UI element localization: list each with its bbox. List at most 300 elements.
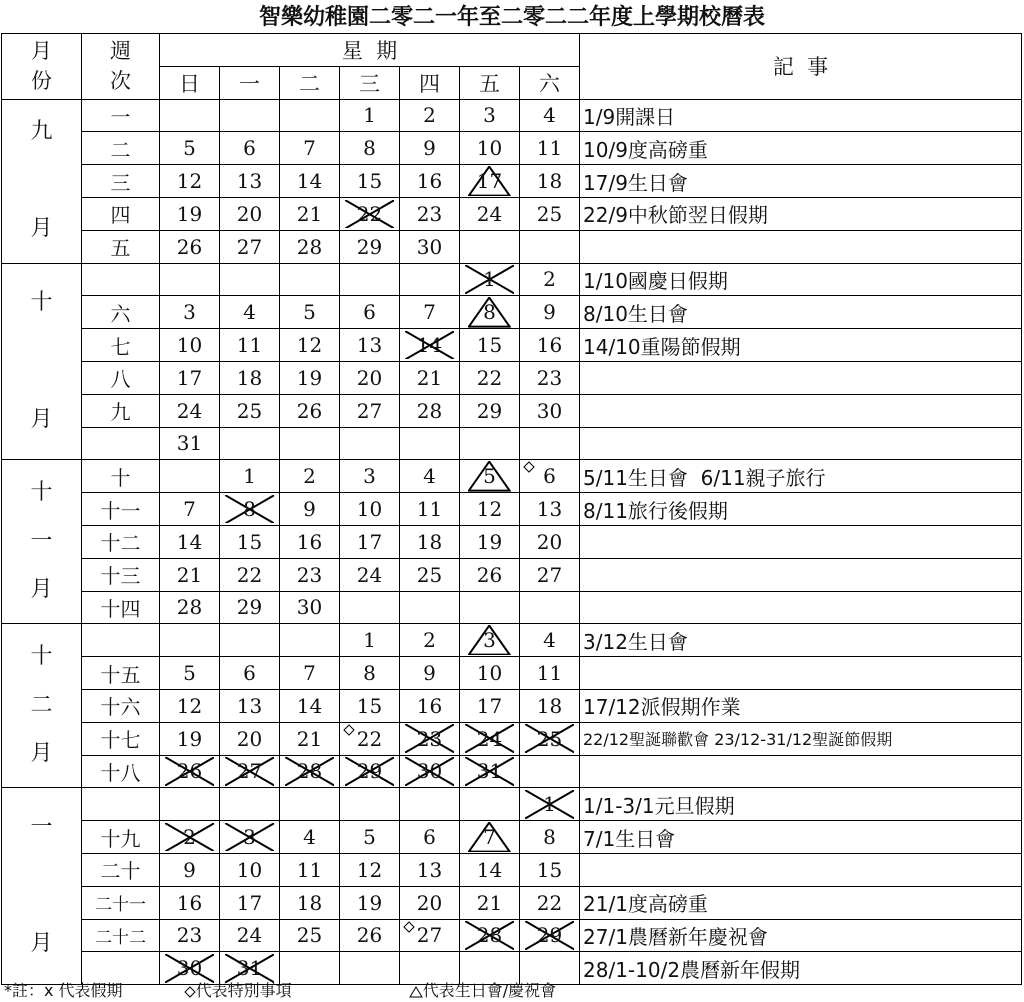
day-number: 23 xyxy=(536,365,563,390)
month-cell xyxy=(2,99,82,263)
day-cell xyxy=(220,230,280,263)
day-cell xyxy=(400,165,460,198)
day-cell xyxy=(340,296,400,329)
day-cell xyxy=(280,886,340,919)
day-number: 14 xyxy=(416,333,443,358)
day-number: 28 xyxy=(416,398,443,423)
day-cell xyxy=(400,230,460,263)
day-number: 16 xyxy=(416,693,443,718)
day-cell xyxy=(220,788,280,821)
memo-cell xyxy=(580,427,1022,460)
week-header xyxy=(82,34,160,100)
day-cell xyxy=(160,788,220,821)
day-cell xyxy=(220,525,280,558)
day-cell xyxy=(460,657,520,690)
day-number: 18 xyxy=(236,365,263,390)
day-cell xyxy=(460,558,520,591)
day-number: 28 xyxy=(176,595,203,620)
day-number: 22 xyxy=(476,365,503,390)
day-number: 20 xyxy=(236,726,263,751)
day-cell xyxy=(220,755,280,788)
day-number: 13 xyxy=(236,693,263,718)
day-cell xyxy=(220,886,280,919)
day-cell xyxy=(160,919,220,952)
day-number: 30 xyxy=(536,398,563,423)
day-number: 9 xyxy=(303,497,316,522)
calendar-week-row xyxy=(2,591,1022,624)
day-number: 28 xyxy=(296,759,323,784)
day-number: 13 xyxy=(536,497,563,522)
day-number: 22 xyxy=(356,201,383,226)
memo-cell xyxy=(580,525,1022,558)
day-number: 13 xyxy=(356,333,383,358)
day-number: 23 xyxy=(416,726,443,751)
day-number: 28 xyxy=(476,923,503,948)
day-number: 19 xyxy=(176,201,203,226)
day-number: 27 xyxy=(416,923,443,948)
week-number xyxy=(82,427,160,460)
memo-cell xyxy=(580,657,1022,690)
week-number: 二十一 xyxy=(82,886,160,919)
calendar-week-row xyxy=(2,361,1022,394)
day-number: 12 xyxy=(296,333,323,358)
day-cell xyxy=(520,722,580,755)
day-cell xyxy=(160,755,220,788)
day-cell xyxy=(400,132,460,165)
month-label: 十 一 月 xyxy=(30,480,53,603)
day-number: 29 xyxy=(536,923,563,948)
day-cell xyxy=(460,919,520,952)
day-cell xyxy=(460,886,520,919)
weekday-mon: 一 xyxy=(220,66,280,99)
day-number: 2 xyxy=(303,464,316,489)
day-cell xyxy=(280,132,340,165)
day-cell xyxy=(340,165,400,198)
day-number: 9 xyxy=(183,857,196,882)
day-cell xyxy=(340,427,400,460)
day-number: 27 xyxy=(536,562,563,587)
day-cell xyxy=(340,263,400,296)
day-cell xyxy=(460,230,520,263)
day-cell xyxy=(220,722,280,755)
calendar-week-row xyxy=(2,624,1022,657)
day-cell xyxy=(160,853,220,886)
day-cell xyxy=(340,394,400,427)
day-cell xyxy=(280,591,340,624)
day-cell xyxy=(220,493,280,526)
day-cell xyxy=(400,788,460,821)
day-cell xyxy=(460,525,520,558)
day-number: 21 xyxy=(296,201,323,226)
day-number: 19 xyxy=(296,365,323,390)
month-cell xyxy=(2,788,82,985)
day-number: 11 xyxy=(536,661,563,686)
day-cell xyxy=(520,394,580,427)
week-number: 十三 xyxy=(82,558,160,591)
day-cell xyxy=(520,263,580,296)
day-cell xyxy=(400,657,460,690)
school-calendar-table xyxy=(1,33,1022,985)
memo-cell: 17/9生日會 xyxy=(580,165,1022,198)
day-number: 25 xyxy=(536,201,563,226)
triangle-icon xyxy=(409,986,423,998)
day-number: 15 xyxy=(356,693,383,718)
day-number: 30 xyxy=(296,595,323,620)
day-cell xyxy=(220,165,280,198)
day-cell xyxy=(400,394,460,427)
day-number: 16 xyxy=(416,169,443,194)
day-number: 29 xyxy=(476,398,503,423)
day-number: 7 xyxy=(423,300,436,325)
calendar-week-row xyxy=(2,394,1022,427)
day-number: 1 xyxy=(243,464,256,489)
day-number: 12 xyxy=(476,497,503,522)
legend-special-label: 代表特別事項 xyxy=(195,981,292,1000)
day-number: 10 xyxy=(356,497,383,522)
day-cell xyxy=(400,624,460,657)
day-number: 8 xyxy=(363,661,376,686)
calendar-week-row xyxy=(2,919,1022,952)
day-cell xyxy=(400,591,460,624)
day-number: 30 xyxy=(176,956,203,981)
memo-cell: 14/10重陽節假期 xyxy=(580,329,1022,362)
day-cell xyxy=(280,722,340,755)
week-number xyxy=(82,624,160,657)
day-cell xyxy=(160,558,220,591)
calendar-week-row xyxy=(2,558,1022,591)
day-number: 25 xyxy=(536,726,563,751)
day-cell xyxy=(520,361,580,394)
week-number: 九 xyxy=(82,394,160,427)
day-number: 20 xyxy=(236,201,263,226)
day-cell xyxy=(160,263,220,296)
day-cell xyxy=(460,197,520,230)
day-cell xyxy=(460,493,520,526)
day-cell xyxy=(280,329,340,362)
day-cell xyxy=(460,821,520,854)
calendar-week-row xyxy=(2,788,1022,821)
day-number: 4 xyxy=(423,464,436,489)
day-number: 21 xyxy=(476,890,503,915)
memo-cell: 8/10生日會 xyxy=(580,296,1022,329)
day-cell xyxy=(460,263,520,296)
day-number: 12 xyxy=(176,693,203,718)
week-number: 十八 xyxy=(82,755,160,788)
day-cell xyxy=(280,525,340,558)
day-number: 9 xyxy=(543,300,556,325)
memo-cell xyxy=(580,591,1022,624)
memo-cell: 17/12派假期作業 xyxy=(580,689,1022,722)
day-number: 3 xyxy=(483,628,496,653)
day-cell xyxy=(160,197,220,230)
day-number: 23 xyxy=(296,562,323,587)
memo-cell: 21/1度高磅重 xyxy=(580,886,1022,919)
day-cell xyxy=(400,329,460,362)
day-cell xyxy=(280,853,340,886)
week-number: 十七 xyxy=(82,722,160,755)
day-cell xyxy=(400,296,460,329)
day-cell xyxy=(280,427,340,460)
day-number: 11 xyxy=(536,136,563,161)
day-number: 1 xyxy=(483,267,496,292)
day-number: 17 xyxy=(236,890,263,915)
day-number: 27 xyxy=(356,398,383,423)
calendar-week-row xyxy=(2,132,1022,165)
day-cell xyxy=(340,788,400,821)
day-number: 28 xyxy=(296,234,323,259)
day-cell xyxy=(220,821,280,854)
month-cell xyxy=(2,263,82,460)
day-number: 1 xyxy=(543,792,556,817)
month-label: 十 二 月 xyxy=(30,644,53,767)
day-number: 23 xyxy=(176,923,203,948)
day-cell xyxy=(520,525,580,558)
day-number: 7 xyxy=(303,136,316,161)
day-cell xyxy=(160,821,220,854)
month-label: 十 月 xyxy=(30,290,53,432)
day-cell xyxy=(400,558,460,591)
day-cell xyxy=(460,689,520,722)
day-number: 30 xyxy=(416,234,443,259)
day-number: 25 xyxy=(236,398,263,423)
calendar-week-row xyxy=(2,853,1022,886)
day-number: 27 xyxy=(236,234,263,259)
weekday-thu: 四 xyxy=(400,66,460,99)
day-cell xyxy=(160,689,220,722)
week-number: 十 xyxy=(82,460,160,493)
day-cell xyxy=(520,657,580,690)
day-cell xyxy=(280,689,340,722)
day-number: 10 xyxy=(476,136,503,161)
day-number: 19 xyxy=(176,726,203,751)
memo-cell: 1/10國慶日假期 xyxy=(580,263,1022,296)
day-cell xyxy=(340,493,400,526)
day-number: 4 xyxy=(543,103,556,128)
day-cell xyxy=(220,197,280,230)
day-cell xyxy=(160,230,220,263)
day-number: 15 xyxy=(476,333,503,358)
day-cell xyxy=(160,886,220,919)
day-number: 20 xyxy=(416,890,443,915)
day-cell xyxy=(280,394,340,427)
day-number: 10 xyxy=(476,661,503,686)
day-number: 30 xyxy=(416,759,443,784)
day-cell xyxy=(160,525,220,558)
day-cell xyxy=(220,591,280,624)
day-number: 7 xyxy=(183,497,196,522)
day-number: 18 xyxy=(416,529,443,554)
day-cell xyxy=(220,296,280,329)
day-cell xyxy=(280,99,340,132)
calendar-body xyxy=(2,99,1022,985)
day-cell xyxy=(340,657,400,690)
calendar-week-row xyxy=(2,263,1022,296)
day-number: 20 xyxy=(536,529,563,554)
day-number: 31 xyxy=(236,956,263,981)
day-number: 29 xyxy=(356,759,383,784)
day-cell xyxy=(460,296,520,329)
day-number: 4 xyxy=(543,628,556,653)
memo-cell xyxy=(580,755,1022,788)
day-number: 2 xyxy=(423,103,436,128)
day-cell xyxy=(280,493,340,526)
day-cell xyxy=(220,329,280,362)
day-cell xyxy=(520,821,580,854)
month-cell xyxy=(2,624,82,788)
day-cell xyxy=(400,197,460,230)
day-number: 6 xyxy=(243,661,256,686)
week-number: 二十二 xyxy=(82,919,160,952)
month-header xyxy=(2,34,82,100)
calendar-week-row xyxy=(2,657,1022,690)
day-cell xyxy=(400,460,460,493)
memo-cell xyxy=(580,361,1022,394)
day-cell xyxy=(340,361,400,394)
day-cell xyxy=(460,427,520,460)
day-cell xyxy=(520,99,580,132)
calendar-week-row xyxy=(2,427,1022,460)
day-number: 22 xyxy=(236,562,263,587)
memo-cell: 7/1生日會 xyxy=(580,821,1022,854)
day-number: 26 xyxy=(296,398,323,423)
day-cell xyxy=(160,329,220,362)
day-number: 1 xyxy=(363,103,376,128)
day-number: 31 xyxy=(176,431,203,456)
header-row-1 xyxy=(2,34,1022,67)
day-cell xyxy=(400,263,460,296)
day-cell xyxy=(520,886,580,919)
day-number: 5 xyxy=(183,661,196,686)
day-number: 16 xyxy=(176,890,203,915)
day-number: 17 xyxy=(476,169,503,194)
day-number: 3 xyxy=(363,464,376,489)
day-number: 6 xyxy=(543,464,556,489)
day-number: 25 xyxy=(416,562,443,587)
day-number: 18 xyxy=(536,693,563,718)
memo-cell: 1/9開課日 xyxy=(580,99,1022,132)
day-number: 11 xyxy=(416,497,443,522)
day-cell xyxy=(520,296,580,329)
day-cell xyxy=(520,558,580,591)
legend-birthday-label: 代表生日會/慶祝會 xyxy=(422,981,557,1000)
day-cell xyxy=(160,394,220,427)
week-number xyxy=(82,788,160,821)
day-number: 12 xyxy=(176,169,203,194)
memo-cell: 22/9中秋節翌日假期 xyxy=(580,197,1022,230)
day-number: 13 xyxy=(236,169,263,194)
week-number: 十五 xyxy=(82,657,160,690)
day-number: 6 xyxy=(243,136,256,161)
day-cell xyxy=(160,657,220,690)
week-number: 十一 xyxy=(82,493,160,526)
day-number: 3 xyxy=(183,300,196,325)
day-number: 23 xyxy=(416,201,443,226)
day-number: 15 xyxy=(356,169,383,194)
memo-cell: 8/11旅行後假期 xyxy=(580,493,1022,526)
day-number: 10 xyxy=(176,333,203,358)
week-number: 五 xyxy=(82,230,160,263)
day-cell xyxy=(520,329,580,362)
day-number: 8 xyxy=(483,300,496,325)
day-cell xyxy=(340,591,400,624)
day-cell xyxy=(280,230,340,263)
day-cell xyxy=(460,755,520,788)
day-cell xyxy=(400,886,460,919)
day-cell xyxy=(400,821,460,854)
day-cell xyxy=(400,525,460,558)
day-cell xyxy=(220,394,280,427)
day-number: 11 xyxy=(296,857,323,882)
day-cell xyxy=(280,657,340,690)
week-number: 八 xyxy=(82,361,160,394)
day-cell xyxy=(160,99,220,132)
calendar-week-row xyxy=(2,689,1022,722)
legend-holiday: *註：x 代表假期 xyxy=(4,981,123,1000)
calendar-week-row xyxy=(2,821,1022,854)
day-cell xyxy=(160,493,220,526)
calendar-week-row xyxy=(2,165,1022,198)
day-number: 29 xyxy=(356,234,383,259)
day-number: 15 xyxy=(236,529,263,554)
day-number: 19 xyxy=(356,890,383,915)
day-cell xyxy=(220,624,280,657)
diamond-icon xyxy=(184,986,196,998)
week-number: 七 xyxy=(82,329,160,362)
day-cell xyxy=(340,329,400,362)
weekday-group-header: 星 期 xyxy=(160,34,580,67)
memo-cell: 5/11生日會 6/11親子旅行 xyxy=(580,460,1022,493)
day-cell xyxy=(340,624,400,657)
day-cell xyxy=(340,886,400,919)
day-cell xyxy=(220,99,280,132)
day-cell xyxy=(220,689,280,722)
day-number: 15 xyxy=(536,857,563,882)
memo-cell xyxy=(580,394,1022,427)
week-number: 十四 xyxy=(82,591,160,624)
page-title: 智樂幼稚園二零二一年至二零二二年度上學期校曆表 xyxy=(258,5,765,30)
day-cell xyxy=(280,361,340,394)
day-cell xyxy=(520,755,580,788)
day-cell xyxy=(160,427,220,460)
week-number xyxy=(82,263,160,296)
day-cell xyxy=(160,296,220,329)
day-number: 3 xyxy=(243,825,256,850)
day-cell xyxy=(460,394,520,427)
day-cell xyxy=(400,361,460,394)
calendar-week-row xyxy=(2,722,1022,755)
day-cell xyxy=(280,460,340,493)
calendar-week-row xyxy=(2,493,1022,526)
legend-footer xyxy=(4,978,668,1001)
day-cell xyxy=(280,821,340,854)
day-number: 26 xyxy=(356,923,383,948)
memo-cell: 1/1-3/1元旦假期 xyxy=(580,788,1022,821)
week-number: 二十 xyxy=(82,853,160,886)
day-cell xyxy=(400,99,460,132)
day-cell xyxy=(280,197,340,230)
day-cell xyxy=(400,689,460,722)
day-cell xyxy=(340,919,400,952)
day-number: 2 xyxy=(423,628,436,653)
day-number: 14 xyxy=(296,169,323,194)
day-cell xyxy=(460,361,520,394)
month-cell xyxy=(2,460,82,624)
memo-cell xyxy=(580,853,1022,886)
day-cell xyxy=(520,460,580,493)
day-cell xyxy=(340,689,400,722)
day-number: 12 xyxy=(356,857,383,882)
day-number: 13 xyxy=(416,857,443,882)
